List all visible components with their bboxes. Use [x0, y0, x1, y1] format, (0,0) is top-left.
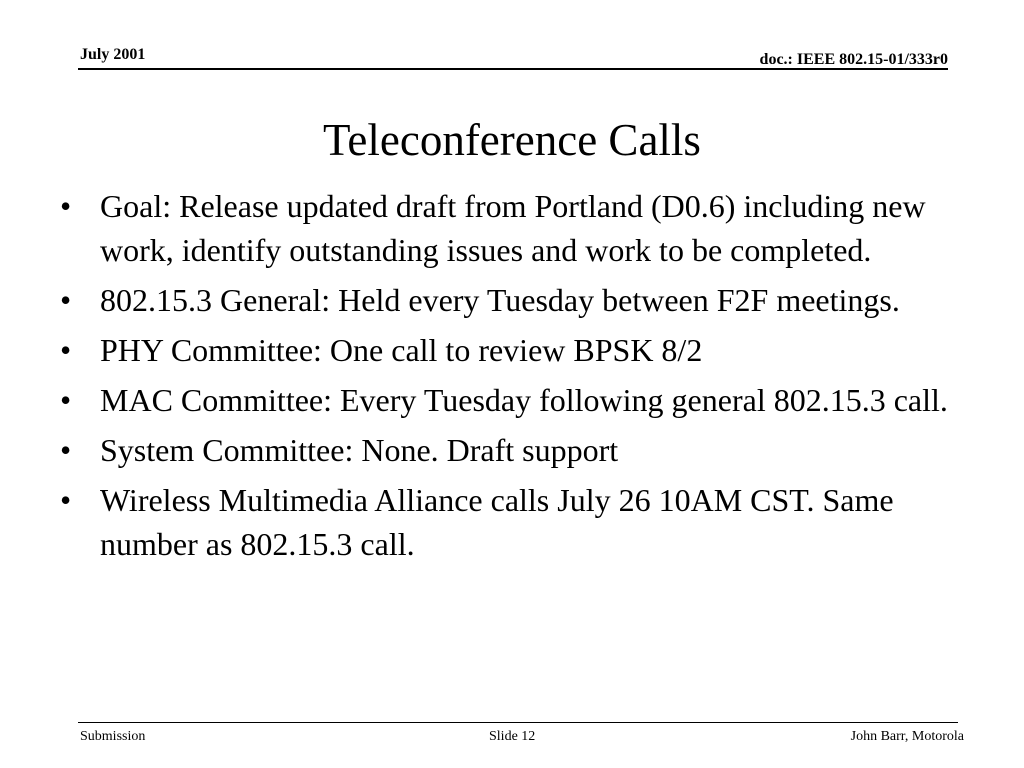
bullet-text: 802.15.3 General: Held every Tuesday between F2F meetings. — [100, 282, 900, 318]
bullet-dot-icon: • — [60, 432, 72, 468]
bullet-dot-icon: • — [60, 332, 72, 368]
bullet-item-goal — [60, 184, 960, 272]
bullet-item-system-committee — [60, 428, 960, 472]
bullet-text: PHY Committee: One call to review BPSK 8/2 — [100, 332, 703, 368]
bullet-dot-icon: • — [60, 188, 72, 224]
footer-submission: Submission — [80, 729, 146, 744]
header-doc-id: doc.: IEEE 802.15-01/333r0 — [759, 51, 948, 68]
bullet-list — [60, 184, 960, 572]
bullet-item-phy-committee — [60, 328, 960, 372]
header-date: July 2001 — [80, 46, 146, 63]
bullet-dot-icon: • — [60, 382, 72, 418]
bullet-dot-icon: • — [60, 282, 72, 318]
bullet-text: MAC Committee: Every Tuesday following general 802.15.3 call. — [100, 382, 948, 418]
bullet-text: Goal: Release updated draft from Portland (D0.6) including new work, identify outstanding issues and work to be completed. — [100, 188, 926, 268]
footer-author: John Barr, Motorola — [850, 729, 964, 744]
bullet-dot-icon: • — [60, 482, 72, 518]
bullet-item-general — [60, 278, 960, 322]
bullet-text: Wireless Multimedia Alliance calls July 26 10AM CST. Same number as 802.15.3 call. — [100, 482, 894, 562]
bullet-item-mac-committee — [60, 378, 960, 422]
slide-title: Teleconference Calls — [323, 115, 701, 165]
bullet-text: System Committee: None. Draft support — [100, 432, 619, 468]
bullet-item-wma — [60, 478, 960, 566]
footer-divider — [78, 722, 958, 723]
footer-slide-number: Slide 12 — [489, 729, 536, 744]
header-divider — [78, 68, 948, 70]
